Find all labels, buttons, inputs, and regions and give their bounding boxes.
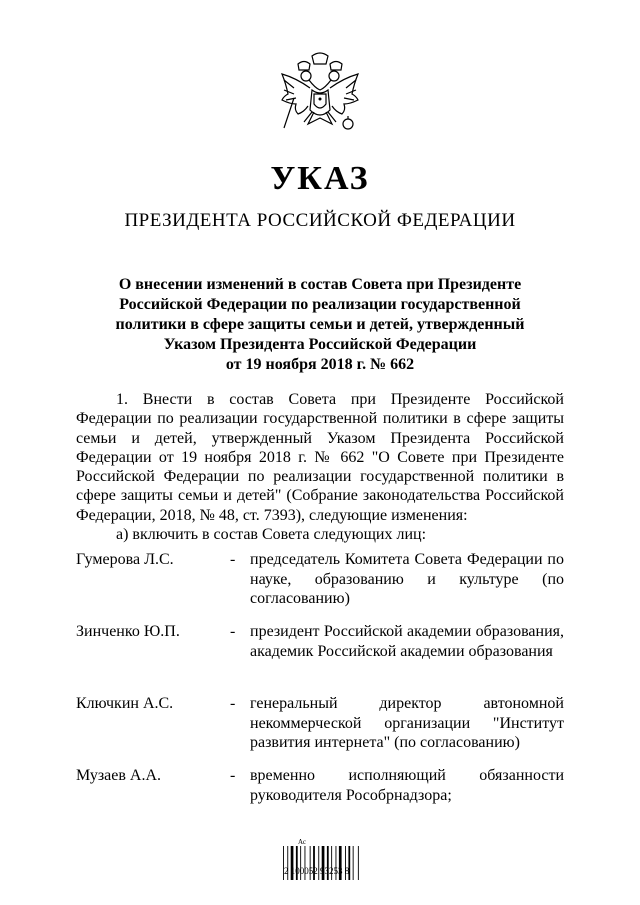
- member-dash: -: [230, 695, 236, 712]
- subitem-a: а) включить в состав Совета следующих лиц:: [116, 526, 427, 543]
- member-description: генеральный директор автономной некоммерческой организации "Институт развития интернета" (по согласованию): [250, 695, 564, 751]
- barcode-bar: [358, 846, 359, 880]
- heading-line: Указом Президента Российской Федерации: [163, 336, 477, 353]
- heading-line: О внесении изменений в состав Совета при Президенте: [118, 276, 522, 293]
- coat-of-arms-icon: [276, 50, 364, 150]
- member-dash: -: [230, 767, 236, 784]
- member-description: председатель Комитета Совета Федерации по науке, образованию и культуре (по согласованию): [250, 551, 564, 607]
- member-description: президент Российской академии образования, академик Российской академии образования: [250, 623, 564, 660]
- member-name: Музаев А.А.: [76, 767, 162, 784]
- member-name: Гумерова Л.С.: [76, 551, 174, 568]
- member-description: временно исполняющий обязанности руководителя Рособрнадзора;: [250, 767, 564, 804]
- heading-line: политики в сфере защиты семьи и детей, утвержденный: [115, 316, 525, 333]
- member-name: Ключкин А.С.: [76, 695, 174, 712]
- barcode-bar: [353, 846, 354, 880]
- member-name: Зинченко Ю.П.: [76, 623, 180, 640]
- barcode-signature: Ас: [298, 838, 306, 846]
- member-dash: -: [230, 623, 236, 640]
- member-dash: -: [230, 551, 236, 568]
- decree-subtitle: ПРЕЗИДЕНТА РОССИЙСКОЙ ФЕДЕРАЦИИ: [124, 210, 516, 231]
- heading-line: от 19 ноября 2018 г. № 662: [225, 356, 415, 373]
- decree-heading: [80, 275, 560, 375]
- decree-title: УКАЗ: [270, 160, 370, 197]
- heading-line: Российской Федерации по реализации государственной: [119, 296, 521, 313]
- paragraph-1: 1. Внести в состав Совета при Президенте Российской Федерации по реализации государственной политики в сфере защиты семьи и детей, утвержденный Указом Президента Российской Федерации от 19 ноября 2018 г. № 662 "О Совете при Президенте Российской Федерации по реализации государственной политики в сфере защиты семьи и детей" (Собрание законодательства Российской Федерации, 2018, № 48, ст. 7393), следующие изменения:: [76, 391, 564, 524]
- barcode-number: 2 100052 93253 8: [284, 866, 350, 876]
